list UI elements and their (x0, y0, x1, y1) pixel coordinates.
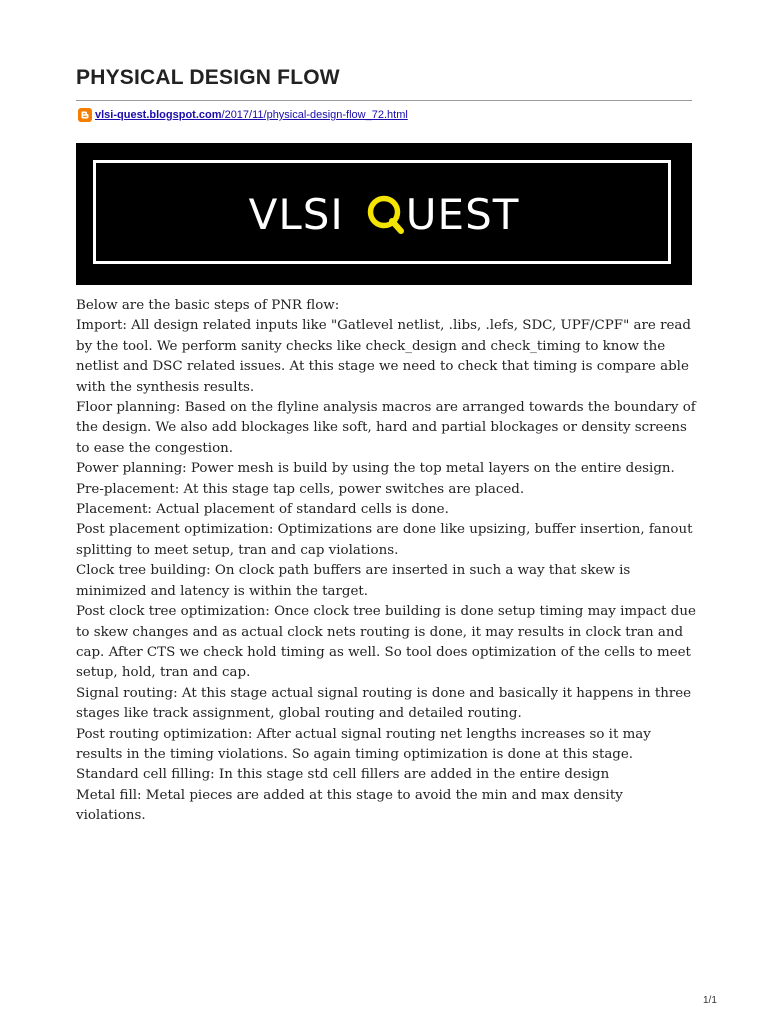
paragraph-standard-cell-filling: Standard cell filling: In this stage std cell fillers are added in the entire design (76, 767, 610, 783)
page-number: 1/1 (703, 995, 717, 1006)
paragraph-import: Import: All design related inputs like "Gatlevel netlist, .libs, .lefs, SDC, UPF/CPF" are read by the tool. We perform sanity checks like check_design and check_timing to know the netlist and DSC related issues. At this stage we need to check that timing is compare able with the synthesis results. (76, 318, 691, 395)
page-title: PHYSICAL DESIGN FLOW (76, 66, 340, 89)
paragraph-post-routing-optimization: Post routing optimization: After actual signal routing net lengths increases so it may results in the timing violations. So again timing optimization is done at this stage. (76, 726, 651, 762)
article-body (76, 296, 696, 827)
source-domain[interactable]: vlsi-quest.blogspot.com (95, 109, 222, 121)
title-divider (76, 100, 692, 101)
paragraph-signal-routing: Signal routing: At this stage actual signal routing is done and basically it happens in three stages like track assignment, global routing and detailed routing. (76, 685, 692, 722)
blogger-icon (78, 108, 92, 122)
paragraph-placement: Placement: Actual placement of standard cells is done. (76, 502, 449, 518)
paragraph-intro: Below are the basic steps of PNR flow: (76, 298, 340, 313)
source-path[interactable]: /2017/11/physical-design-flow_72.html (221, 109, 408, 121)
paragraph-post-cts-optimization: Post clock tree optimization: Once clock tree building is done setup timing may impact due to skew changes and as actual clock nets routing is done, it may results in clock tran and cap. After CTS we check hold timing as well. So tool does optimization of the cells to meet setup, hold, tran and cap. (76, 604, 696, 681)
banner-word-uest: UEST (405, 189, 520, 239)
banner-logo-text (76, 143, 692, 285)
paragraph-power-planning: Power planning: Power mesh is build by using the top metal layers on the entire design. (76, 461, 675, 477)
paragraph-pre-placement: Pre-placement: At this stage tap cells, power switches are placed. (76, 481, 525, 497)
paragraph-metal-fill: Metal fill: Metal pieces are added at this stage to avoid the min and max density violations. (76, 787, 623, 824)
paragraph-post-placement-optimization: Post placement optimization: Optimizations are done like upsizing, buffer insertion, fanout splitting to meet setup, tran and cap violations. (76, 522, 693, 558)
magnifier-q-icon (366, 189, 404, 239)
source-link[interactable] (78, 106, 408, 124)
banner-word-vlsi: VLSI (248, 189, 344, 239)
paragraph-floor-planning: Floor planning: Based on the flyline analysis macros are arranged towards the boundary of the design. We also add blockages like soft, hard and partial blockages or density screens to ease the congestion. (76, 400, 696, 456)
vlsi-quest-banner (76, 143, 692, 285)
paragraph-clock-tree-building: Clock tree building: On clock path buffers are inserted in such a way that skew is minimized and latency is within the target. (76, 563, 631, 599)
